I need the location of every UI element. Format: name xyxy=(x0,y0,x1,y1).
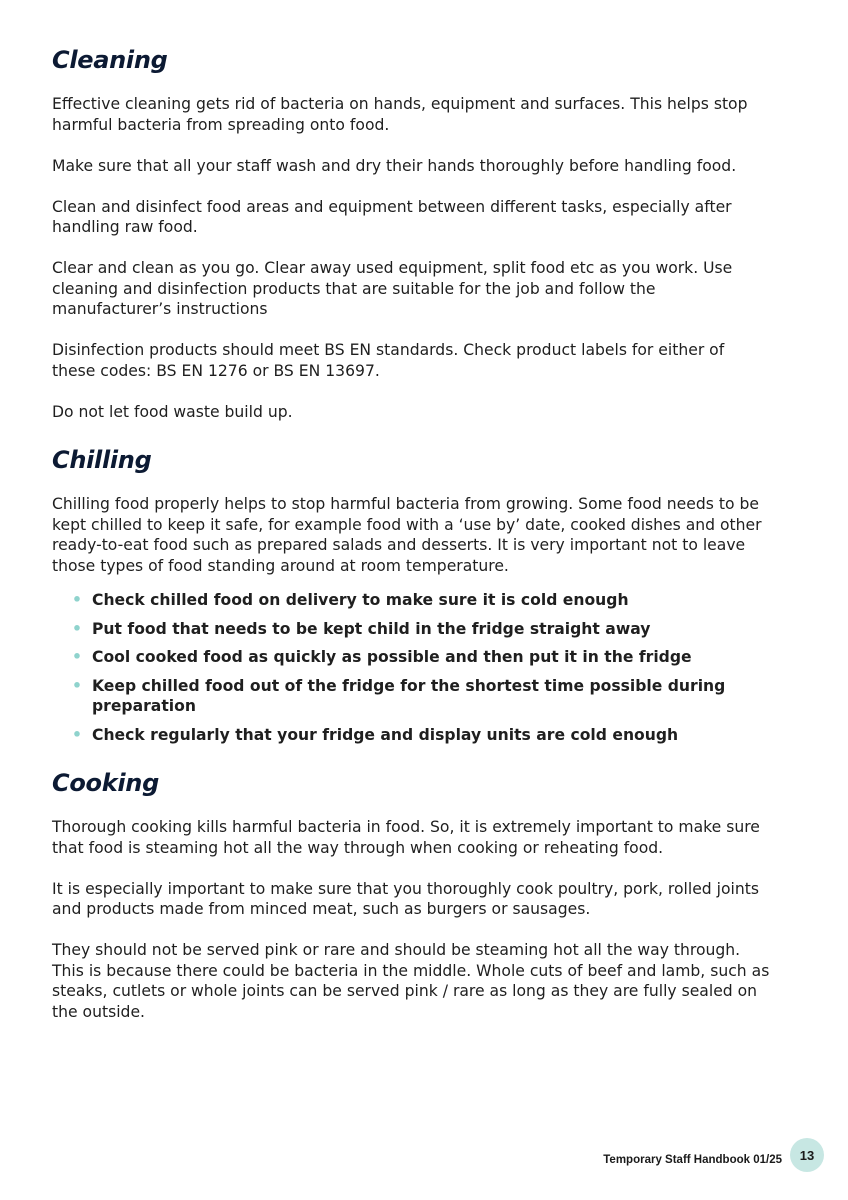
bullet-icon: • xyxy=(72,676,82,695)
list-item xyxy=(72,676,772,717)
chilling-section xyxy=(52,444,772,745)
list-item xyxy=(72,725,772,746)
page-footer xyxy=(603,1138,824,1172)
bullet-icon: • xyxy=(72,619,82,638)
cooking-paragraph: Thorough cooking kills harmful bacteria in food. So, it is extremely important to make sure that food is steaming hot all the way through when cooking or reheating food. xyxy=(52,818,760,857)
chilling-intro: Chilling food properly helps to stop harmful bacteria from growing. Some food needs to be kept chilled to keep it safe, for example food with a ‘use by’ date, cooked dishes and other ready-to-eat food such as prepared salads and desserts. It is very important not to leave those types of food standing around at room temperature. xyxy=(52,495,762,575)
cleaning-paragraph: Make sure that all your staff wash and dry their hands thoroughly before handling food. xyxy=(52,156,737,175)
cleaning-section xyxy=(52,44,772,422)
cooking-paragraph: They should not be served pink or rare and should be steaming hot all the way through. This is because there could be bacteria in the middle. Whole cuts of beef and lamb, such as steaks, cutlets or whole joints can be served pink / rare as long as they are fully sealed on the outside. xyxy=(52,941,770,1021)
bullet-icon: • xyxy=(72,648,82,666)
bullet-text: Keep chilled food out of the fridge for the shortest time possible during preparation xyxy=(92,676,726,715)
bullet-text: Cool cooked food as quickly as possible and then put it in the fridge xyxy=(92,648,692,666)
cleaning-heading: Cleaning xyxy=(52,46,168,74)
cleaning-paragraph: Clear and clean as you go. Clear away used equipment, split food etc as you work. Use cleaning and disinfection products that are suitable for the job and follow the manufacturer’s instructions xyxy=(52,259,733,318)
bullet-text: Check regularly that your fridge and display units are cold enough xyxy=(92,725,679,744)
cooking-heading: Cooking xyxy=(52,769,159,797)
list-item xyxy=(72,619,772,640)
page-number-badge: 13 xyxy=(790,1138,824,1172)
list-item xyxy=(72,647,772,668)
bullet-text: Put food that needs to be kept child in the fridge straight away xyxy=(92,619,651,638)
cleaning-paragraph: Clean and disinfect food areas and equipment between different tasks, especially after handling raw food. xyxy=(52,197,732,236)
cooking-paragraph: It is especially important to make sure that you thoroughly cook poultry, pork, rolled joints and products made from minced meat, such as burgers or sausages. xyxy=(52,879,759,918)
chilling-heading: Chilling xyxy=(52,446,152,474)
cleaning-paragraph: Effective cleaning gets rid of bacteria on hands, equipment and surfaces. This helps stop harmful bacteria from spreading onto food. xyxy=(52,95,748,134)
bullet-icon: • xyxy=(72,591,82,609)
bullet-text: Check chilled food on delivery to make sure it is cold enough xyxy=(92,591,629,609)
cleaning-paragraph: Disinfection products should meet BS EN standards. Check product labels for either of these codes: BS EN 1276 or BS EN 13697. xyxy=(52,341,725,380)
document-title: Temporary Staff Handbook 01/25 xyxy=(603,1154,782,1166)
bullet-icon: • xyxy=(72,725,82,744)
list-item xyxy=(72,590,772,611)
cooking-section xyxy=(52,767,772,1022)
chilling-bullet-list xyxy=(52,590,772,745)
page-content xyxy=(52,44,772,1043)
cleaning-paragraph: Do not let food waste build up. xyxy=(52,402,293,421)
